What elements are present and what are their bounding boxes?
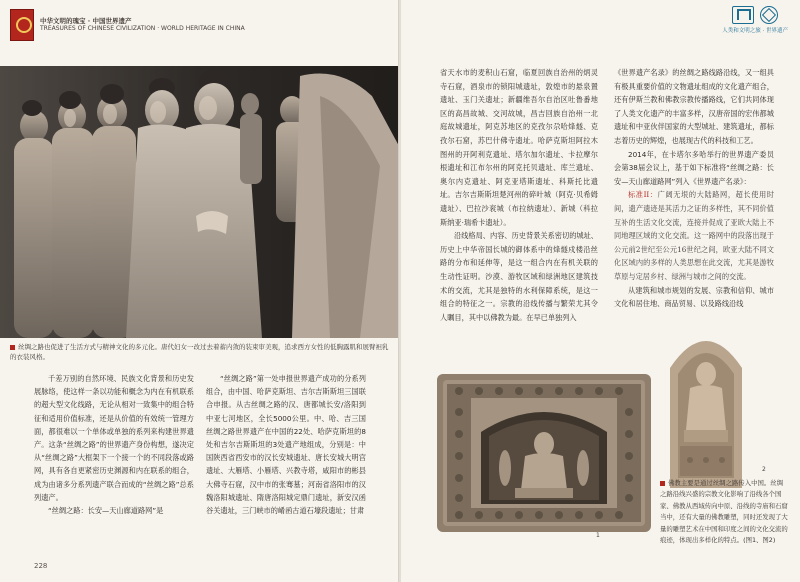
buddhist-stele-image	[660, 318, 752, 490]
right-paragraph-4: 2014年，在卡塔尔多哈举行的世界遗产委员会第38届会议上，基于如下标准将“丝绸之路：长安—天山廊道路网”列入《世界遗产名录》：	[614, 149, 774, 186]
series-title: 中华文明的瑰宝 · 中国世界遗产	[40, 17, 132, 25]
figure-number-1: 1	[596, 532, 600, 539]
buddhist-relief-slab-image	[435, 372, 653, 534]
caption-marker-icon	[660, 481, 665, 486]
heritage-header-label: 人类和文明之旅 · 世界遗产	[722, 28, 788, 34]
right-column-2	[614, 66, 774, 311]
right-paragraph-3: 《世界遗产名录》的丝绸之路线路沿线，又一组具有极具重要价值的文物遗址组成的文化遗产组合，还有伊斯兰教和佛教宗教传播路线，它们共同体现了人类文化遗产的丰富多样，汉唐帝国的宏伟都城遗址和中亚伙伴国家的大型城址、建筑遗址，都标志着历史的辉煌，也展现古代的科技和工艺。	[614, 68, 774, 145]
right-column-1	[440, 66, 598, 324]
left-paragraph-1: 千差万别的自然环境、民族文化背景和历史发展脉络，使这样一条以功能和概念为内在有机联系的超大型文化线路，无论从相对一致集中的组合特征和适用价值标准，还是从价值的有效统一管理方面，都很难以一个单体或单独的系列来构建世界遗产。这条“丝绸之路”的世界遗产身份构想，遂决定从“丝绸之路”大框架下一个接一个的不同段落或路网，具有各自更紧密历史渊源和内在联系的组合，成为由诸多分系列遗产联合而成的“丝绸之路”总系列遗产。	[34, 374, 194, 502]
left-column-1	[34, 372, 194, 517]
terracotta-figurines-photo	[0, 66, 399, 338]
right-paragraph-2: 沿线格局、内容、历史背景关系密切的城址、历史上中华帝国长城的御体系中的烽燧戍楼沿丝路的分布和延伸等，是这一组合内在有机关联的生动性证明。沙漠、游牧区域和绿洲地区建筑技术的交流，尤其是独特的水利保障系统，是这一组合的特征之一。宗教的沿线传播与繁荣尤其令人瞩目，其中以佛教为最。在早已单独列入	[440, 231, 598, 322]
criterion-quote	[614, 188, 774, 283]
figure-caption-text: 佛教主要是通过丝绸之路传入中国。丝绸之路沿线兴盛的宗教文化影响了沿线各个国家、佛教从西域传向中原、沿线的寺庙和石窟当中，还有大量的佛教雕塑，同时还发现了大量的雕塑艺术在中国和印度之间的文化交流的痕迹，体现出多样化的特点。(图1、图2)	[660, 479, 788, 545]
photo-caption	[10, 342, 390, 364]
photo-caption-text: 丝绸之路也促进了生活方式与精神文化的多元化。唐代妇女一改过去着蓄内敛的装束审美观，追求西方女性的低胸露肌和展臂袒乳的衣装风格。	[10, 343, 389, 361]
caption-marker-icon	[10, 345, 15, 350]
criterion-label: 标准II：	[628, 190, 658, 200]
series-subtitle: TREASURES OF CHINESE CIVILIZATION · WORLD HERITAGE IN CHINA	[40, 25, 245, 32]
figure-number-2: 2	[762, 466, 766, 473]
heritage-header	[722, 6, 788, 34]
left-paragraph-3: “丝绸之路”第一处申报世界遗产成功的分系列组合，由中国、哈萨克斯坦、吉尔吉斯斯坦三国联合申报。从古丝绸之路的汉、唐都城长安/洛阳到中亚七河地区，全长5000公里。中、哈、吉三国丝绸之路世界遗产在中国的22处、哈萨克斯坦的8处和吉尔吉斯斯坦的3处遗产地组成，分别是：中国陕西省西安市的汉长安城遗址、唐长安城大明宫遗址、大雁塔、小雁塔、兴教寺塔，咸阳市的彬县大佛寺石窟，汉中市的张骞墓；河南省洛阳市的汉魏洛阳城遗址、隋唐洛阳城定鼎门遗址，新安汉函谷关遗址，三门峡市的崤函古道石壕段遗址；甘肃	[206, 374, 366, 516]
figure-caption	[660, 478, 788, 546]
criterion-text: 广阔无垠的大陆路网，超长使用时间，遗产遗迹是其活力之证的多样性，其不同价值互补的生活文化交流，连接并促成了亚欧大陆上不同地理区域的文化交流。这一路网中的段落出现于公元前2世纪至公元16世纪之间，欧亚大陆不同文化区域内的多样的人类思想在此交流，尤其是游牧草原与定居乡村、绿洲与城市之间的交流。	[614, 190, 774, 281]
left-page	[0, 0, 399, 582]
right-paragraph-5: 从建筑和城市规划的发展、宗教和信仰、城市文化和居住地、商品贸易、以及路线沿线	[614, 285, 774, 309]
series-logo-icon	[10, 9, 34, 41]
series-header	[10, 6, 245, 44]
page-number: 228	[34, 562, 48, 570]
right-paragraph-1: 省天水市的麦积山石窟，临夏回族自治州的炳灵寺石窟，酒泉市的锁阳城遗址，敦煌市的悬泉置遗址、玉门关遗址；新疆维吾尔自治区吐鲁番地区的高昌故城、交河故城，昌吉回族自治州一北庭故城遗址，阿克苏地区的克孜尔尕哈烽燧、克孜尔石窟，苏巴什佛寺遗址。哈萨克斯坦阿拉木图州的开阿利克遗址、塔尔加尔遗址、卡拉摩尔根遗址和江布尔州的阿克托贝遗址、库兰遗址、奥尔内克遗址、阿克亚塔斯遗址、科斯托比遗址。吉尔吉斯斯坦楚河州的碎叶城（阿克·贝希姆遗址）、巴拉沙衮城（布拉纳遗址）、新城（科拉斯纳亚·瑞希卡遗址）。	[440, 68, 598, 227]
world-heritage-emblem-icon	[760, 6, 778, 24]
unesco-emblem-icon	[732, 6, 754, 24]
left-column-2	[206, 372, 366, 517]
left-paragraph-2: “丝绸之路：长安—天山廊道路网”是	[48, 506, 164, 516]
series-header-text	[40, 17, 245, 33]
